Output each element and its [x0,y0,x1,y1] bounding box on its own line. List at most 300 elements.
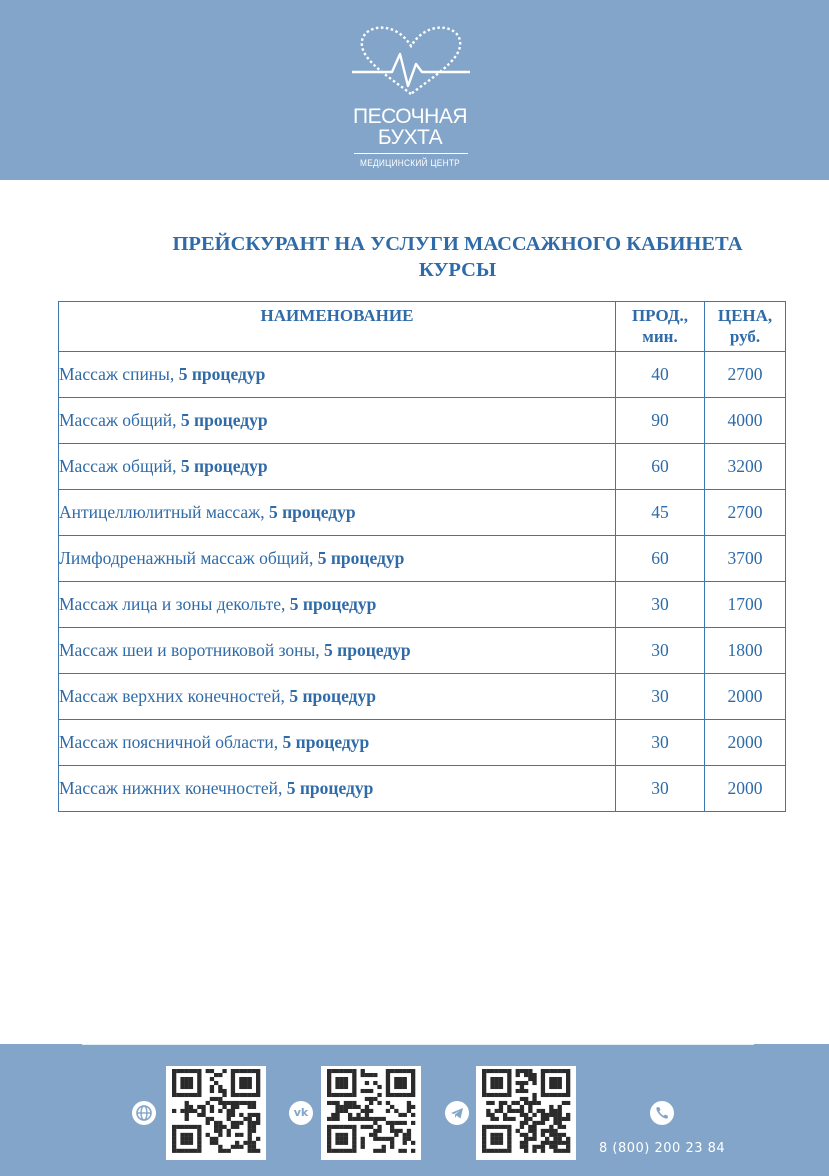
qr-module [197,1133,201,1137]
qr-module [499,1137,503,1141]
qr-module [398,1081,402,1085]
qr-module [553,1093,557,1097]
qr-module [197,1069,201,1073]
qr-module [495,1077,499,1081]
qr-module [520,1145,524,1149]
qr-code-vk[interactable] [321,1066,421,1160]
qr-module [335,1117,339,1121]
qr-module [235,1105,239,1109]
qr-module [335,1149,339,1153]
qr-code-telegram[interactable] [476,1066,576,1160]
qr-module [352,1125,356,1129]
qr-module [352,1101,356,1105]
qr-module [239,1145,243,1149]
qr-module [365,1073,369,1077]
qr-module [340,1069,344,1073]
qr-module [331,1117,335,1121]
qr-pattern [476,1066,576,1160]
qr-module [331,1101,335,1105]
qr-module [340,1077,344,1081]
qr-module [499,1085,503,1089]
qr-module [482,1077,486,1081]
service-name-cell [59,536,616,582]
qr-module [248,1137,252,1141]
qr-module [566,1141,570,1145]
qr-module [507,1085,511,1089]
qr-module [197,1125,201,1129]
qr-module [490,1101,494,1105]
qr-module [218,1085,222,1089]
service-qty: 5 процедур [180,410,268,430]
qr-module [490,1149,494,1153]
qr-module [507,1149,511,1153]
qr-module [201,1113,205,1117]
qr-module [180,1093,184,1097]
qr-module [373,1117,377,1121]
qr-module [197,1129,201,1133]
qr-module [369,1101,373,1105]
qr-module [541,1133,545,1137]
qr-module [558,1081,562,1085]
qr-module [390,1137,394,1141]
qr-module [377,1149,381,1153]
qr-module [490,1113,494,1117]
qr-module [231,1085,235,1089]
qr-module [403,1081,407,1085]
qr-module [235,1133,239,1137]
qr-module [335,1105,339,1109]
header-price-line1: ЦЕНА, [717,306,773,325]
qr-module [390,1093,394,1097]
qr-module [214,1097,218,1101]
qr-module [520,1125,524,1129]
qr-module [361,1069,365,1073]
qr-module [562,1125,566,1129]
qr-module [327,1089,331,1093]
price-cell: 2000 [705,674,786,720]
qr-module [386,1085,390,1089]
qr-module [214,1121,218,1125]
qr-module [537,1109,541,1113]
qr-module [411,1121,415,1125]
qr-module [553,1077,557,1081]
qr-module [218,1097,222,1101]
qr-module [352,1069,356,1073]
qr-module [231,1073,235,1077]
qr-module [327,1125,331,1129]
service-qty: 5 процедур [286,778,374,798]
service-name: Массаж верхних конечностей, [59,686,285,706]
qr-module [361,1117,365,1121]
qr-module [532,1149,536,1153]
qr-module [507,1081,511,1085]
qr-module [193,1125,197,1129]
qr-module [331,1149,335,1153]
qr-module [532,1113,536,1117]
qr-module [352,1133,356,1137]
qr-module [335,1141,339,1145]
qr-module [545,1093,549,1097]
qr-module [214,1141,218,1145]
qr-module [549,1069,553,1073]
globe-icon[interactable] [132,1101,156,1125]
qr-module [549,1113,553,1117]
qr-module [218,1089,222,1093]
qr-module [541,1149,545,1153]
qr-module [549,1129,553,1133]
qr-module [507,1137,511,1141]
qr-module [524,1117,528,1121]
qr-module [344,1077,348,1081]
qr-module [348,1069,352,1073]
qr-module [340,1081,344,1085]
qr-module [520,1069,524,1073]
qr-module [348,1105,352,1109]
qr-module [335,1109,339,1113]
qr-module [210,1137,214,1141]
price-cell: 3200 [705,444,786,490]
qr-module [566,1089,570,1093]
qr-module [532,1077,536,1081]
service-name-cell [59,444,616,490]
qr-module [252,1113,256,1117]
qr-module [516,1129,520,1133]
qr-module [541,1089,545,1093]
qr-module [344,1141,348,1145]
qr-module [553,1113,557,1117]
qr-module [243,1085,247,1089]
qr-module [344,1133,348,1137]
qr-module [549,1093,553,1097]
qr-module [545,1129,549,1133]
qr-module [352,1073,356,1077]
qr-module [377,1129,381,1133]
qr-module [231,1109,235,1113]
qr-module [486,1069,490,1073]
qr-module [172,1141,176,1145]
qr-module [407,1129,411,1133]
qr-module [180,1149,184,1153]
qr-module [541,1121,545,1125]
qr-module [248,1093,252,1097]
qr-module [235,1125,239,1129]
qr-module [553,1085,557,1089]
qr-module [340,1137,344,1141]
qr-module [553,1137,557,1141]
table-row [59,398,786,444]
table-row [59,444,786,490]
qr-module [344,1069,348,1073]
qr-module [185,1113,189,1117]
price-cell: 2700 [705,490,786,536]
vk-icon[interactable] [289,1101,313,1125]
qr-module [197,1141,201,1145]
qr-module [361,1141,365,1145]
qr-module [172,1133,176,1137]
qr-module [403,1149,407,1153]
qr-module [377,1137,381,1141]
qr-module [566,1113,570,1117]
qr-module [566,1081,570,1085]
qr-module [524,1073,528,1077]
qr-module [558,1109,562,1113]
qr-module [537,1121,541,1125]
brand-name-line2: БУХТА [377,126,443,149]
qr-module [235,1093,239,1097]
qr-module [398,1149,402,1153]
header-duration-line2: мин. [642,327,678,346]
qr-module [566,1085,570,1089]
qr-module [361,1137,365,1141]
qr-module [532,1129,536,1133]
qr-module [340,1093,344,1097]
qr-module [490,1137,494,1141]
service-name-cell [59,398,616,444]
qr-module [243,1117,247,1121]
qr-module [344,1105,348,1109]
qr-module [361,1073,365,1077]
qr-module [486,1093,490,1097]
qr-module [490,1093,494,1097]
qr-module [210,1141,214,1145]
qr-module [520,1089,524,1093]
qr-module [507,1089,511,1093]
qr-module [185,1069,189,1073]
header-name [59,302,616,352]
qr-module [331,1069,335,1073]
duration-cell: 30 [616,720,705,766]
qr-module [482,1129,486,1133]
qr-module [558,1117,562,1121]
qr-module [403,1137,407,1141]
logo[interactable] [340,20,490,170]
qr-module [218,1149,222,1153]
qr-module [373,1081,377,1085]
qr-module [528,1105,532,1109]
qr-module [369,1097,373,1101]
qr-module [256,1085,260,1089]
qr-module [503,1113,507,1117]
qr-module [566,1077,570,1081]
qr-module [390,1121,394,1125]
qr-module [520,1141,524,1145]
qr-module [511,1117,515,1121]
qr-module [553,1141,557,1145]
qr-module [549,1133,553,1137]
qr-module [248,1085,252,1089]
qr-module [507,1133,511,1137]
qr-module [231,1113,235,1117]
qr-module [210,1089,214,1093]
qr-module [335,1101,339,1105]
qr-module [545,1113,549,1117]
qr-module [499,1133,503,1137]
qr-module [185,1105,189,1109]
qr-module [524,1097,528,1101]
qr-module [520,1105,524,1109]
qr-module [248,1129,252,1133]
qr-module [331,1125,335,1129]
qr-module [356,1105,360,1109]
service-qty: 5 процедур [289,686,376,706]
qr-module [486,1149,490,1153]
qr-module [197,1089,201,1093]
qr-module [180,1081,184,1085]
qr-module [327,1117,331,1121]
qr-module [524,1133,528,1137]
qr-module [256,1093,260,1097]
qr-module [243,1141,247,1145]
qr-module [210,1077,214,1081]
qr-module [524,1113,528,1117]
qr-module [218,1101,222,1105]
qr-module [373,1121,377,1125]
qr-module [394,1085,398,1089]
qr-module [214,1081,218,1085]
qr-module [549,1077,553,1081]
table-row [59,720,786,766]
qr-module [532,1081,536,1085]
qr-module [185,1109,189,1113]
qr-module [206,1101,210,1105]
qr-module [327,1141,331,1145]
telegram-icon[interactable] [445,1101,469,1125]
qr-module [193,1069,197,1073]
qr-module [503,1117,507,1121]
qr-module [197,1105,201,1109]
qr-module [361,1125,365,1129]
qr-module [386,1101,390,1105]
qr-module [558,1105,562,1109]
qr-module [495,1133,499,1137]
qr-module [411,1141,415,1145]
qr-module [482,1141,486,1145]
qr-module [558,1137,562,1141]
qr-module [365,1117,369,1121]
qr-module [344,1101,348,1105]
qr-module [503,1125,507,1129]
qr-module [507,1117,511,1121]
qr-module [482,1137,486,1141]
qr-module [210,1097,214,1101]
qr-module [252,1101,256,1105]
price-cell: 1800 [705,628,786,674]
qr-module [549,1109,553,1113]
service-qty: 5 процедур [324,640,411,660]
qr-module [348,1125,352,1129]
qr-module [524,1069,528,1073]
qr-module [365,1089,369,1093]
qr-module [507,1109,511,1113]
qr-code-website[interactable] [166,1066,266,1160]
qr-module [227,1101,231,1105]
qr-module [218,1145,222,1149]
qr-module [503,1101,507,1105]
qr-module [248,1117,252,1121]
qr-module [532,1145,536,1149]
qr-module [562,1149,566,1153]
qr-module [499,1109,503,1113]
qr-module [248,1133,252,1137]
qr-module [185,1133,189,1137]
qr-module [340,1105,344,1109]
qr-module [189,1109,193,1113]
qr-module [407,1133,411,1137]
qr-module [206,1133,210,1137]
qr-module [344,1109,348,1113]
qr-module [218,1121,222,1125]
qr-module [532,1125,536,1129]
footer-divider [82,1044,754,1045]
qr-module [327,1073,331,1077]
qr-module [507,1129,511,1133]
qr-module [553,1109,557,1113]
qr-module [562,1141,566,1145]
qr-module [222,1093,226,1097]
phone-icon[interactable] [650,1101,674,1125]
qr-module [335,1077,339,1081]
phone-number[interactable]: 8 (800) 200 23 84 [599,1141,726,1156]
qr-module [172,1129,176,1133]
qr-module [185,1117,189,1121]
qr-module [172,1069,176,1073]
qr-module [566,1137,570,1141]
qr-module [520,1121,524,1125]
qr-module [549,1105,553,1109]
qr-module [327,1145,331,1149]
qr-module [558,1113,562,1117]
qr-module [528,1117,532,1121]
qr-module [390,1129,394,1133]
qr-module [206,1117,210,1121]
qr-module [499,1069,503,1073]
qr-module [243,1101,247,1105]
qr-module [549,1081,553,1085]
duration-cell: 30 [616,674,705,720]
qr-module [365,1097,369,1101]
qr-module [231,1081,235,1085]
qr-module [516,1073,520,1077]
qr-module [566,1093,570,1097]
header-name-label: НАИМЕНОВАНИЕ [260,306,414,325]
qr-module [482,1085,486,1089]
table-row [59,536,786,582]
qr-module [335,1085,339,1089]
qr-module [210,1105,214,1109]
qr-module [499,1093,503,1097]
qr-module [180,1109,184,1113]
qr-module [516,1101,520,1105]
qr-module [340,1085,344,1089]
qr-module [218,1133,222,1137]
qr-module [386,1073,390,1077]
qr-module [193,1149,197,1153]
qr-module [248,1081,252,1085]
qr-module [486,1101,490,1105]
qr-module [528,1101,532,1105]
qr-module [365,1105,369,1109]
qr-module [227,1149,231,1153]
qr-module [256,1069,260,1073]
qr-module [352,1129,356,1133]
qr-module [361,1089,365,1093]
qr-module [180,1125,184,1129]
qr-module [403,1093,407,1097]
qr-module [180,1137,184,1141]
qr-module [231,1125,235,1129]
qr-module [256,1121,260,1125]
qr-module [365,1109,369,1113]
